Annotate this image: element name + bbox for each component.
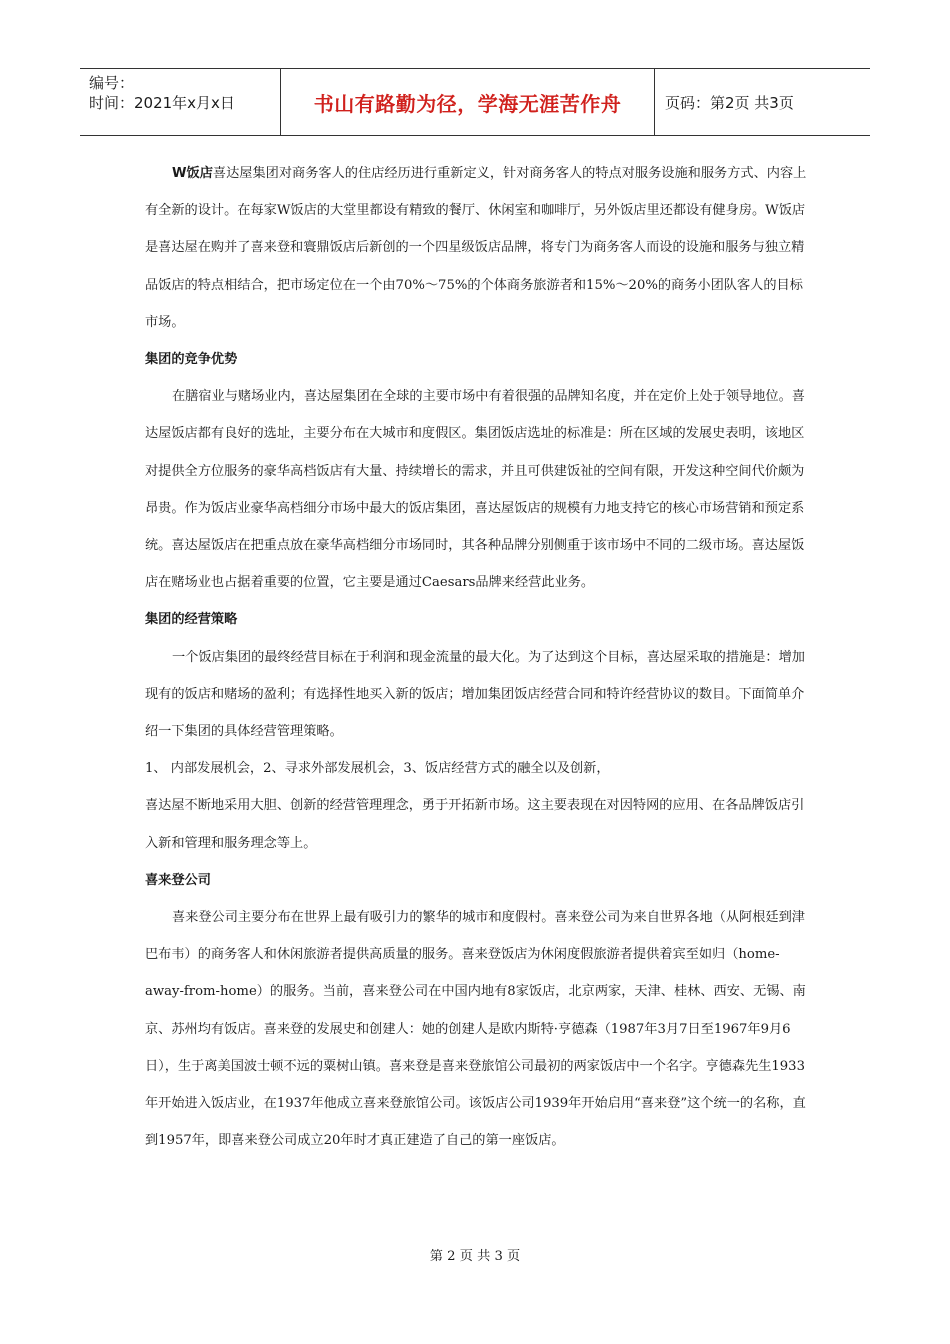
paragraph-w-hotel xyxy=(145,155,807,341)
document-time-label: 时间：2021年x月x日 xyxy=(89,94,235,112)
section-heading-sheraton: 喜来登公司 xyxy=(145,872,211,888)
header-page-info: 页码：第2页 共3页 xyxy=(665,93,794,112)
paragraph-competitive-advantage: 在膳宿业与赌场业内，喜达屋集团在全球的主要市场中有着很强的品牌知名度，并在定价上处于领导地位。喜达屋饭店都有良好的选址，主要分布在大城市和度假区。集团饭店选址的标准是：所在区域的发展史表明，该地区对提供全方位服务的豪华高档饭店有大量、持续增长的需求，并且可供建饭祉的空间有限，开发这种空间代价颇为昂贵。作为饭店业豪华高档细分市场中最大的饭店集团，喜达屋饭店的规模有力地支持它的核心市场营销和预定系统。喜达屋饭店在把重点放在豪华高档细分市场同时，其各种品牌分别侧重于该市场中不同的二级市场。喜达屋饭店在赌场业也占据着重要的位置，它主要是通过Caesars品牌来经营此业务。 xyxy=(145,389,805,591)
paragraph-operating-strategy: 一个饭店集团的最终经营目标在于利润和现金流量的最大化。为了达到这个目标，喜达屋采取的措施是：增加现有的饭店和赌场的盈利；有选择性地买入新的饭店；增加集团饭店经营合同和特许经营协议的数目。下面简单介绍一下集团的具体经营管理策略。 xyxy=(145,649,805,740)
section-heading-competitive-advantage: 集团的竞争优势 xyxy=(145,352,238,368)
header-motto: 书山有路勤为径，学海无涯苦作舟 xyxy=(280,69,655,135)
paragraph-innovation: 喜达屋不断地采用大胆、创新的经营管理理念，勇于开拓新市场。这主要表现在对因特网的应用、在各品牌饭店引入新和管理和服务理念等上。 xyxy=(145,798,805,851)
page-header xyxy=(80,68,870,136)
document-number-label: 编号： xyxy=(89,74,135,92)
header-meta xyxy=(80,69,280,135)
section-heading-operating-strategy: 集团的经营策略 xyxy=(145,612,238,628)
page-footer: 第 2 页 共 3 页 xyxy=(429,1249,521,1264)
paragraph-sheraton: 喜来登公司主要分布在世界上最有吸引力的繁华的城市和度假村。喜来登公司为来自世界各地（从阿根廷到津巴布韦）的商务客人和休闲旅游者提供高质量的服务。喜来登饭店为休闲度假旅游者提供着宾至如归（home-away-from-home）的服务。当前，喜来登公司在中国内地有8家饭店，北京两家，天津、桂林、西安、无锡、南京、苏州均有饭店。喜来登的发展史和创建人：她的创建人是欧内斯特·亨德森（1987年3月7日至1967年9月6日），生于离美国波士顿不远的粟树山镇。喜来登是喜来登旅馆公司最初的两家饭店中一个名字。亨德森先生1933年开始进入饭店业，在1937年他成立喜来登旅馆公司。该饭店公司1939年开始启用“喜来登”这个统一的名称，直到1957年，即喜来登公司成立20年时才真正建造了自己的第一座饭店。 xyxy=(145,910,806,1149)
document-body xyxy=(145,155,807,1159)
paragraph-lead: W饭店 xyxy=(172,166,213,181)
paragraph-strategy-list: 1、 内部发展机会，2、寻求外部发展机会，3、饭店经营方式的融全以及创新， xyxy=(145,761,610,777)
paragraph-text: 喜达屋集团对商务客人的住店经历进行重新定义，针对商务客人的特点对服务设施和服务方式、内容上有全新的设计。在每家W饭店的大堂里都设有精致的餐厅、休闲室和咖啡厅，另外饭店里还都设有健身房。W饭店是喜达屋在购并了喜来登和寰鼎饭店后新创的一个四星级饭店品牌，将专门为商务客人而设的设施和服务与独立精品饭店的特点相结合，把市场定位在一个由70%～75%的个体商务旅游者和15%～20%的商务小团队客人的目标市场。 xyxy=(145,166,807,330)
